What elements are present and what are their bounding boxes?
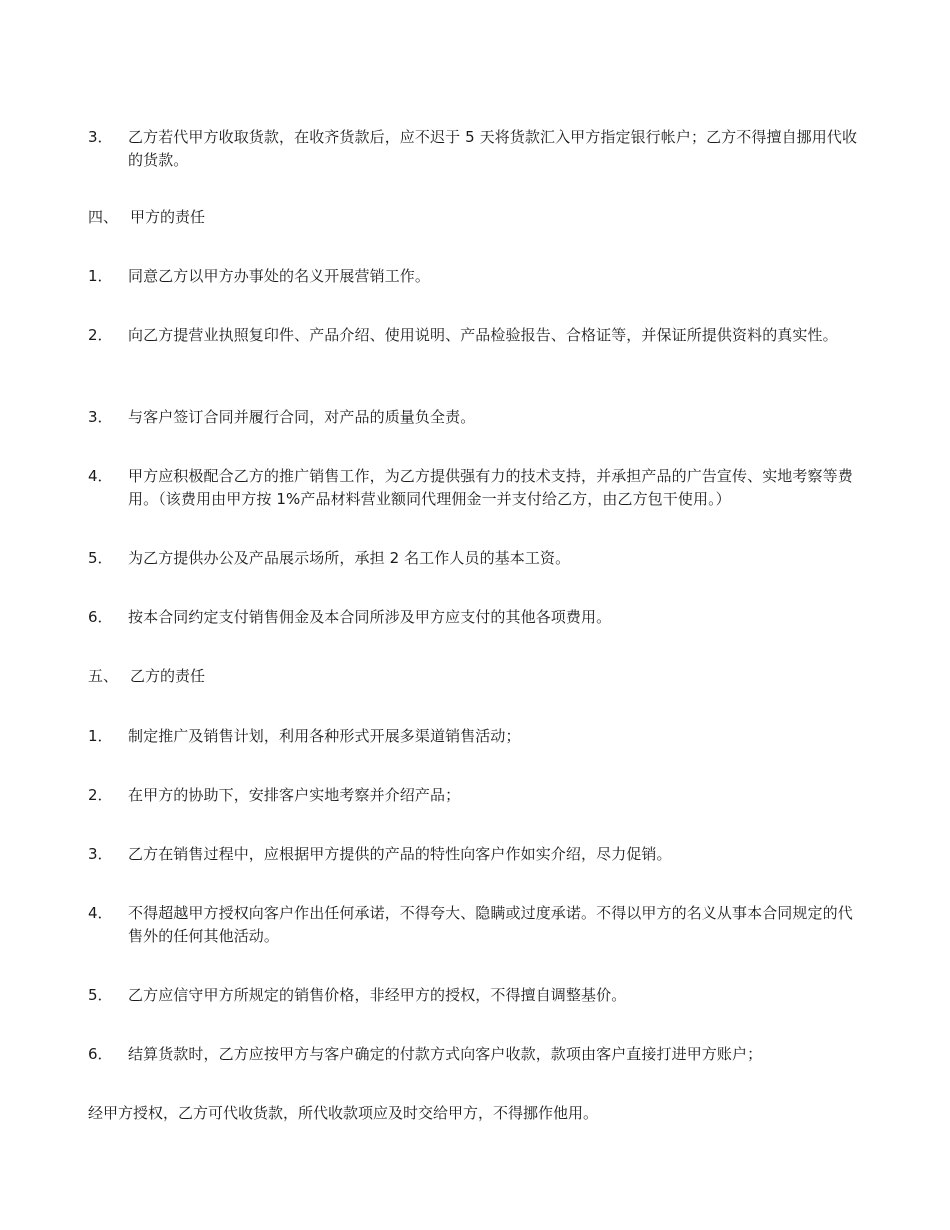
item-number: 3． <box>88 128 113 146</box>
section-heading <box>88 206 864 229</box>
list-item <box>88 406 864 429</box>
item-number: 4． <box>88 467 113 485</box>
list-item <box>88 784 864 807</box>
item-number: 2． <box>88 786 113 804</box>
list-item <box>88 465 864 511</box>
item-number: 2． <box>88 326 113 344</box>
item-text: 乙方若代甲方收取货款，在收齐货款后，应不迟于 5 天将货款汇入甲方指定银行帐户；乙方不得擅自挪用代收的货款。 <box>128 128 858 169</box>
item-number: 5． <box>88 986 113 1004</box>
list-item <box>88 725 864 748</box>
item-number: 3． <box>88 408 113 426</box>
list-item <box>88 126 864 172</box>
section-title: 甲方的责任 <box>130 208 206 226</box>
list-item <box>88 843 864 866</box>
item-text: 制定推广及销售计划，利用各种形式开展多渠道销售活动； <box>128 727 521 745</box>
list-item <box>88 547 864 570</box>
list-item <box>88 1043 864 1066</box>
item-text: 在甲方的协助下，安排客户实地考察并介绍产品； <box>128 786 461 804</box>
item-text: 结算货款时，乙方应按甲方与客户确定的付款方式向客户收款，款项由客户直接打进甲方账户； <box>128 1045 763 1063</box>
item-number: 4． <box>88 904 113 922</box>
list-item <box>88 984 864 1007</box>
item-text: 不得超越甲方授权向客户作出任何承诺，不得夸大、隐瞒或过度承诺。不得以甲方的名义从事本合同规定的代售外的任何其他活动。 <box>128 904 853 945</box>
list-item <box>88 265 864 288</box>
section-number: 四、 <box>88 208 119 226</box>
list-item <box>88 324 864 347</box>
item-number: 1． <box>88 727 113 745</box>
closing-paragraph: 经甲方授权，乙方可代收货款，所代收款项应及时交给甲方，不得挪作他用。 <box>88 1104 599 1122</box>
item-text: 乙方应信守甲方所规定的销售价格，非经甲方的授权，不得擅自调整基价。 <box>128 986 627 1004</box>
item-text: 甲方应积极配合乙方的推广销售工作，为乙方提供强有力的技术支持，并承担产品的广告宣传、实地考察等费用。（该费用由甲方按 1%产品材料营业额同代理佣金一并支付给乙方，由乙方包干使用。） <box>128 467 853 508</box>
list-item <box>88 902 864 948</box>
item-number: 6． <box>88 1045 113 1063</box>
section-number: 五、 <box>88 667 119 685</box>
item-text: 同意乙方以甲方办事处的名义开展营销工作。 <box>128 267 431 285</box>
item-number: 3． <box>88 845 113 863</box>
section-heading <box>88 665 864 688</box>
list-item <box>88 606 864 629</box>
item-text: 向乙方提营业执照复印件、产品介绍、使用说明、产品检验报告、合格证等，并保证所提供资料的真实性。 <box>128 326 838 344</box>
item-text: 与客户签订合同并履行合同，对产品的质量负全责。 <box>128 408 476 426</box>
item-text: 为乙方提供办公及产品展示场所，承担 2 名工作人员的基本工资。 <box>128 549 571 567</box>
item-number: 1． <box>88 267 113 285</box>
item-text: 按本合同约定支付销售佣金及本合同所涉及甲方应支付的其他各项费用。 <box>128 608 612 626</box>
item-number: 6． <box>88 608 113 626</box>
item-text: 乙方在销售过程中，应根据甲方提供的产品的特性向客户作如实介绍，尽力促销。 <box>128 845 672 863</box>
item-number: 5． <box>88 549 113 567</box>
section-title: 乙方的责任 <box>130 667 206 685</box>
